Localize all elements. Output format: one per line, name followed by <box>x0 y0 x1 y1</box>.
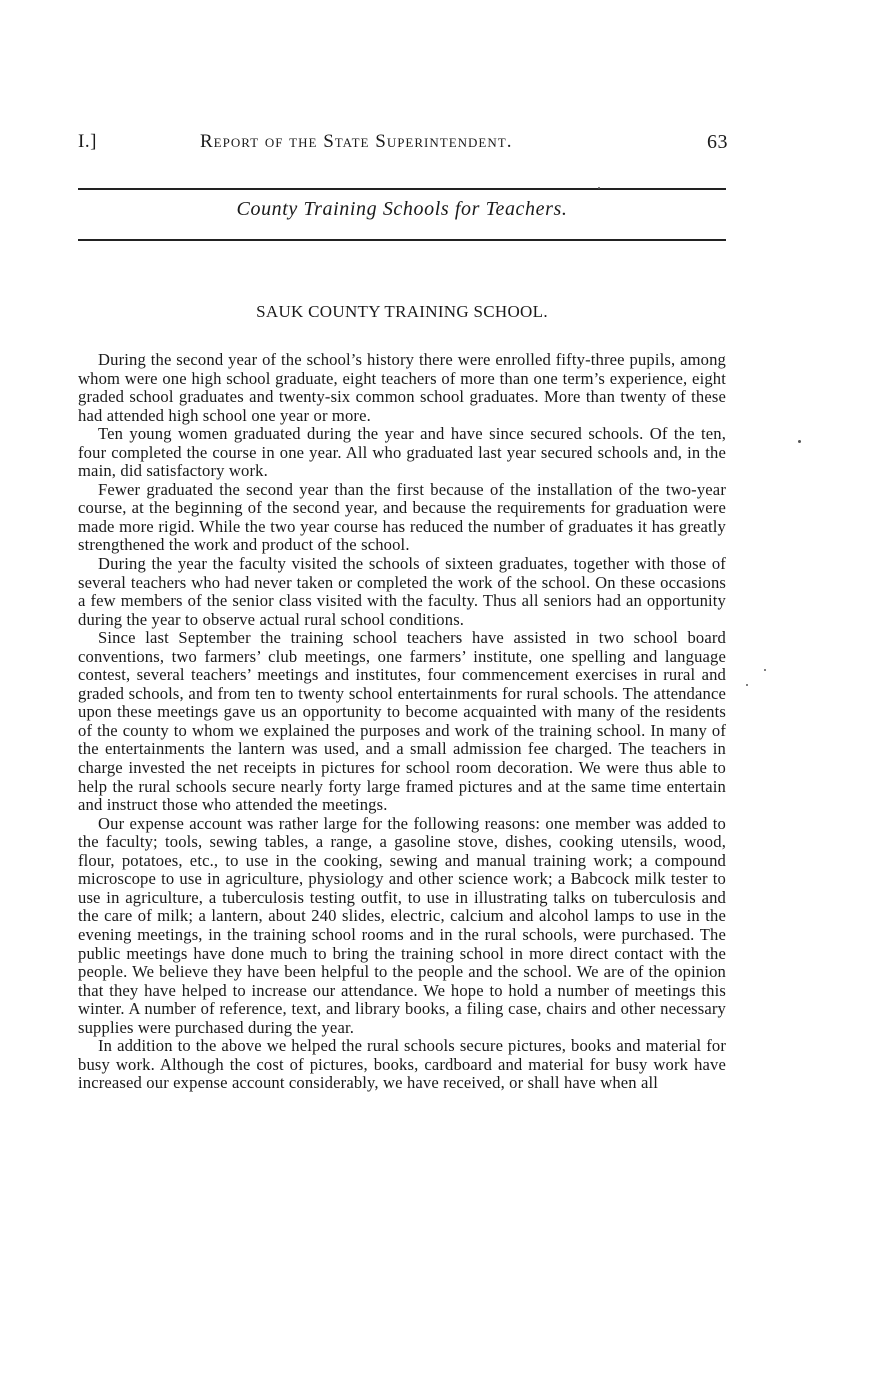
paragraph: Since last September the training school teachers have assisted in two school board conventions, two farmers’ club meetings, one farmers’ institute, one spelling and language contest, several teachers’ meetings and institutes, four commencement exercises in rural and graded schools, and from ten to twenty school entertainments for rural schools. The attendance upon these meetings gave us an opportunity to become acquainted with many of the residents of the county to whom we explained the purposes and work of the training school. In many of the entertainments the lantern was used, and a small admission fee charged. The teachers in charge invested the net receipts in pictures for school room decoration. We were thus able to help the rural schools secure nearly forty large framed pictures and at the same time entertain and instruct those who attended the meetings. <box>78 628 726 815</box>
paragraph: Our expense account was rather large for the following reasons: one member was added to the faculty; tools, sewing tables, a range, a gasoline stove, dishes, cooking utensils, wood, flour, potatoes, etc., to use in the cooking, sewing and manual training work; a compound microscope to use in agriculture, physiology and other science work; a Babcock milk tester to use in agriculture, a tuberculosis testing outfit, to use in illustrating talks on tuberculosis and the care of milk; a lantern, about 240 slides, electric, calcium and alcohol lamps to use in the evening meetings, in the training school rooms and in the rural schools, were purchased. The public meetings have done much to bring the training school in more direct contact with the people. We believe they have been helpful to the people and the school. We are of the opinion that they have helped to increase our attendance. We hope to hold a number of meetings this winter. A number of reference, text, and library books, a filing case, chairs and other necessary supplies were purchased during the year. <box>78 813 726 1037</box>
paragraph: Ten young women graduated during the year and have since secured schools. Of the ten, four completed the course in one year. All who graduated last year secured schools and, in the main, did satisfactory work. <box>78 424 726 481</box>
running-title: Report of the State Superintendent. <box>200 131 513 152</box>
article-title: SAUK COUNTY TRAINING SCHOOL. <box>256 302 548 321</box>
print-speck <box>764 669 766 671</box>
bottom-rule <box>78 239 726 241</box>
paragraph: Fewer graduated the second year than the first because of the installation of the two-year course, at the beginning of the second year, and because the requirements for graduation were made more rigid. While the two year course has reduced the number of graduates it has greatly strengthened the work and product of the school. <box>78 479 726 555</box>
article-body <box>78 351 726 1093</box>
section-title: County Training Schools for Teachers. <box>236 198 568 220</box>
print-speck <box>798 440 801 443</box>
print-speck <box>746 684 748 686</box>
part-marker: I.] <box>78 131 97 152</box>
paragraph: In addition to the above we helped the rural schools secure pictures, books and material for busy work. Although the cost of pictures, books, cardboard and material for busy work have increased our expense account considerably, we have received, or shall have when all <box>78 1036 726 1093</box>
paragraph: During the year the faculty visited the schools of sixteen graduates, together with those of several teachers who had never taken or completed the work of the school. On these occasions a few members of the senior class visited with the faculty. Thus all seniors had an opportunity during the year to observe actual rural school conditions. <box>78 554 726 629</box>
paragraph: During the second year of the school’s history there were enrolled fifty-three pupils, among whom were one high school graduate, eight teachers of more than one term’s experience, eight graded school graduates and twenty-six common school graduates. More than twenty of these had attended high school one year or more. <box>78 350 726 425</box>
running-head <box>78 131 728 157</box>
print-speck <box>598 187 600 189</box>
top-rule <box>78 188 726 190</box>
page-number: 63 <box>707 131 728 153</box>
